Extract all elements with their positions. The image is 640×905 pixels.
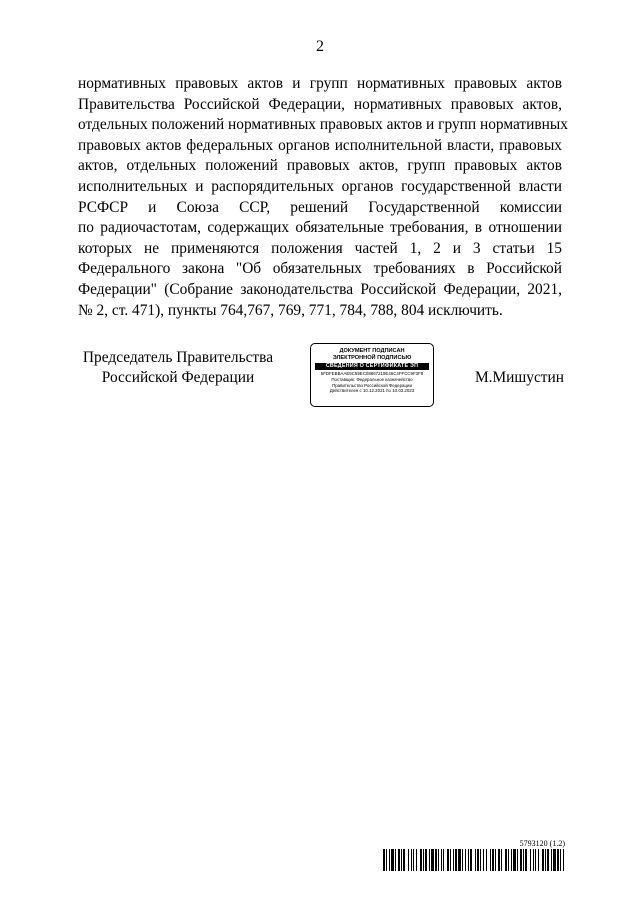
text-line: нормативных правовых актов и групп нормативных правовых актов (78, 75, 562, 92)
signer-name: М.Мишустин (474, 369, 564, 386)
stamp-validity: Действителен с 10.12.2021 по 10.03.2023 (329, 388, 415, 394)
body-text (78, 74, 568, 321)
text-line: правовых актов федеральных органов исполнительной власти, правовых (78, 136, 562, 154)
text-line: по радиочастотам, содержащих обязательные требования, в отношении (78, 219, 562, 237)
stamp-issuer: Поставщик: Федеральное казначейство (331, 376, 413, 382)
text-line: Правительства Российской Федерации, нормативных правовых актов, (78, 95, 562, 113)
stamp-serial: 5FDFEBBAAE9C59EC08867219E46C4FFCC9F3F8 (320, 371, 424, 376)
document-code: 5793120 (1.2) (519, 839, 565, 848)
e-signature-stamp (310, 343, 434, 407)
text-line: актов, отдельных положений правовых актов, групп правовых актов (78, 157, 562, 175)
signer-title (78, 348, 278, 388)
text-line: Федерации" (Собрание законодательства Российской Федерации, 2021, (78, 280, 562, 298)
stamp-line: ЭЛЕКТРОННОЙ ПОДПИСЬЮ (332, 355, 412, 361)
stamp-line: ДОКУМЕНТ ПОДПИСАН (339, 348, 405, 354)
stamp-banner: СВЕДЕНИЯ О СЕРТИФИКАТЕ ЭП (315, 363, 429, 370)
signer-title-line: Российской Федерации (101, 369, 255, 386)
text-line: исполнительных и распорядительных органов государственной власти (78, 177, 562, 195)
text-line: Федерального закона "Об обязательных требованиях в Российской (78, 260, 562, 278)
text-line: которых не применяются положения частей 1, 2 и 3 статьи 15 (78, 239, 562, 257)
text-line: отдельных положений нормативных правовых актов и групп нормативных (78, 116, 568, 134)
page-number: 2 (316, 38, 324, 55)
stamp-owner: Правительство Российской Федерации (332, 382, 412, 388)
text-line: РСФСР и Союза ССР, решений Государственной комиссии (78, 198, 562, 216)
text-line: № 2, ст. 471), пункты 764,767, 769, 771, 784, 788, 804 исключить. (78, 301, 503, 319)
signer-title-line: Председатель Правительства (82, 349, 274, 366)
barcode-icon (383, 849, 565, 871)
stamp-heading (311, 348, 433, 362)
